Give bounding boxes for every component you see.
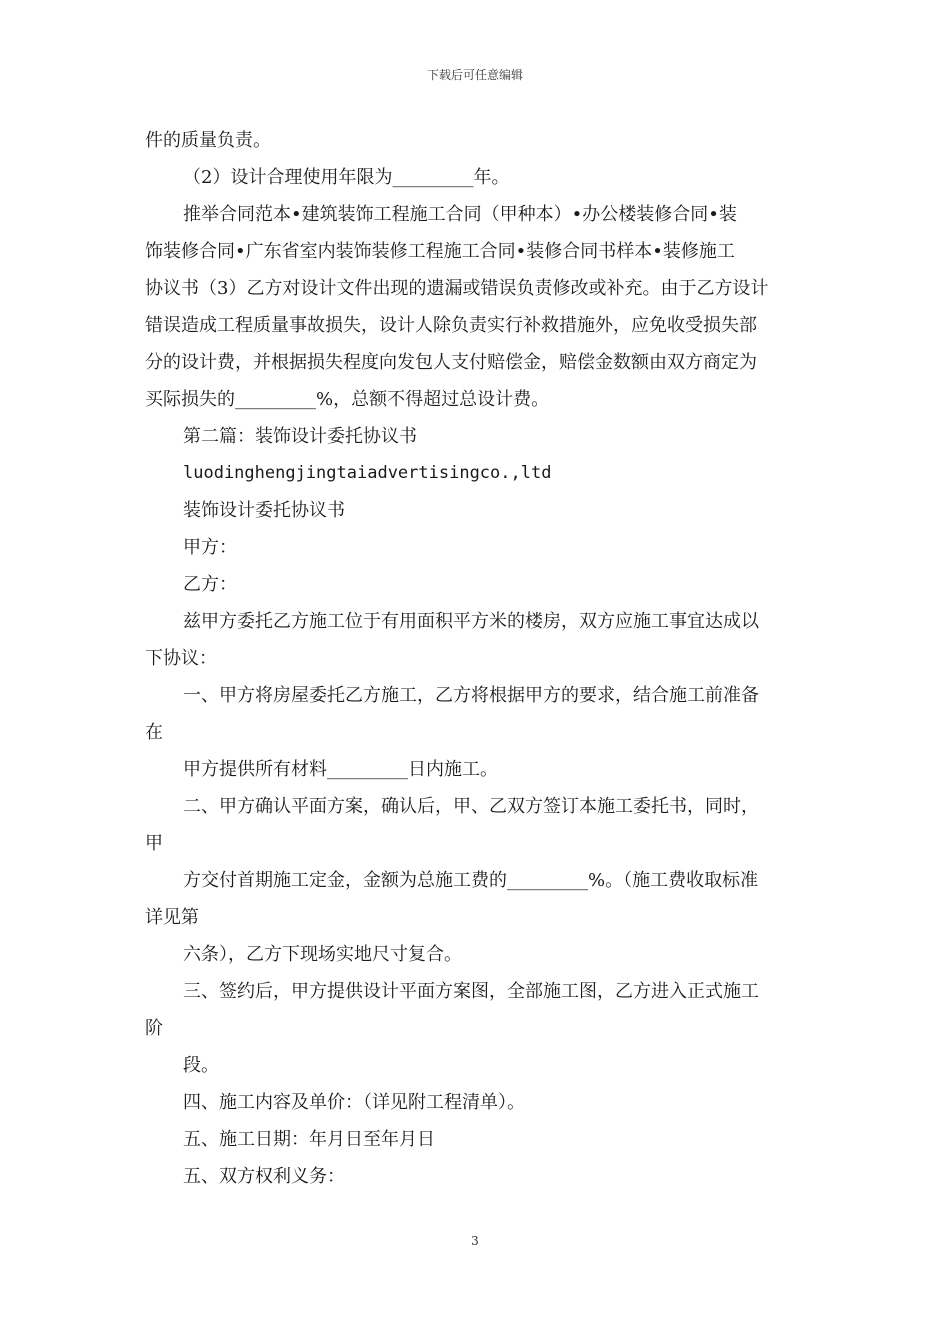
text-line: 五、施工日期：年月日至年月日 [183,1129,435,1150]
text-line: 分的设计费，并根据损失程度向发包人支付赔偿金，赔偿金数额由双方商定为 [145,352,757,373]
document-body [145,122,813,1195]
text-line: 一、甲方将房屋委托乙方施工，乙方将根据甲方的要求，结合施工前准备 [183,685,759,706]
text-line: 兹甲方委托乙方施工位于有用面积平方米的楼房，双方应施工事宜达成以 [183,611,759,632]
text-line: 装饰设计委托协议书 [183,500,345,521]
text-line: 错误造成工程质量事故损失，设计人除负责实行补救措施外，应免收受损失部 [145,315,757,336]
text-line: 方交付首期施工定金，金额为总施工费的_________%。（施工费收取标准 [183,870,759,891]
text-line: 推举合同范本•建筑装饰工程施工合同（甲种本）•办公楼装修合同•装 [183,204,737,225]
text-line: 二、甲方确认平面方案，确认后，甲、乙双方签订本施工委托书，同时， [183,796,759,817]
text-line: 甲方： [183,537,237,558]
text-line: 下协议： [145,648,217,669]
text-line: 第二篇：装饰设计委托协议书 [183,426,417,447]
text-line: 甲 [145,833,163,854]
text-line: 甲方提供所有材料_________日内施工。 [183,759,498,780]
text-line: 详见第 [145,907,199,928]
text-line: 乙方： [183,574,237,595]
text-line: 三、签约后，甲方提供设计平面方案图，全部施工图，乙方进入正式施工 [183,981,759,1002]
text-line: 买际损失的_________%，总额不得超过总设计费。 [145,389,550,410]
text-line: luodinghengjingtaiadvertisingco.,ltd [183,463,552,483]
text-line: 五、双方权利义务： [183,1166,345,1187]
text-line: 四、施工内容及单价：（详见附工程清单）。 [183,1092,525,1113]
page-header: 下载后可任意编辑 [426,68,523,82]
text-line: 段。 [183,1055,219,1076]
text-line: （2）设计合理使用年限为_________年。 [183,167,510,188]
page-number: 3 [471,1234,479,1248]
text-line: 饰装修合同•广东省室内装饰装修工程施工合同•装修合同书样本•装修施工 [145,241,735,262]
text-line: 件的质量负责。 [145,130,271,151]
text-line: 阶 [145,1018,163,1039]
text-line: 六条），乙方下现场实地尺寸复合。 [183,944,462,965]
text-line: 协议书（3）乙方对设计文件出现的遗漏或错误负责修改或补充。由于乙方设计 [145,278,769,299]
text-line: 在 [145,722,163,743]
